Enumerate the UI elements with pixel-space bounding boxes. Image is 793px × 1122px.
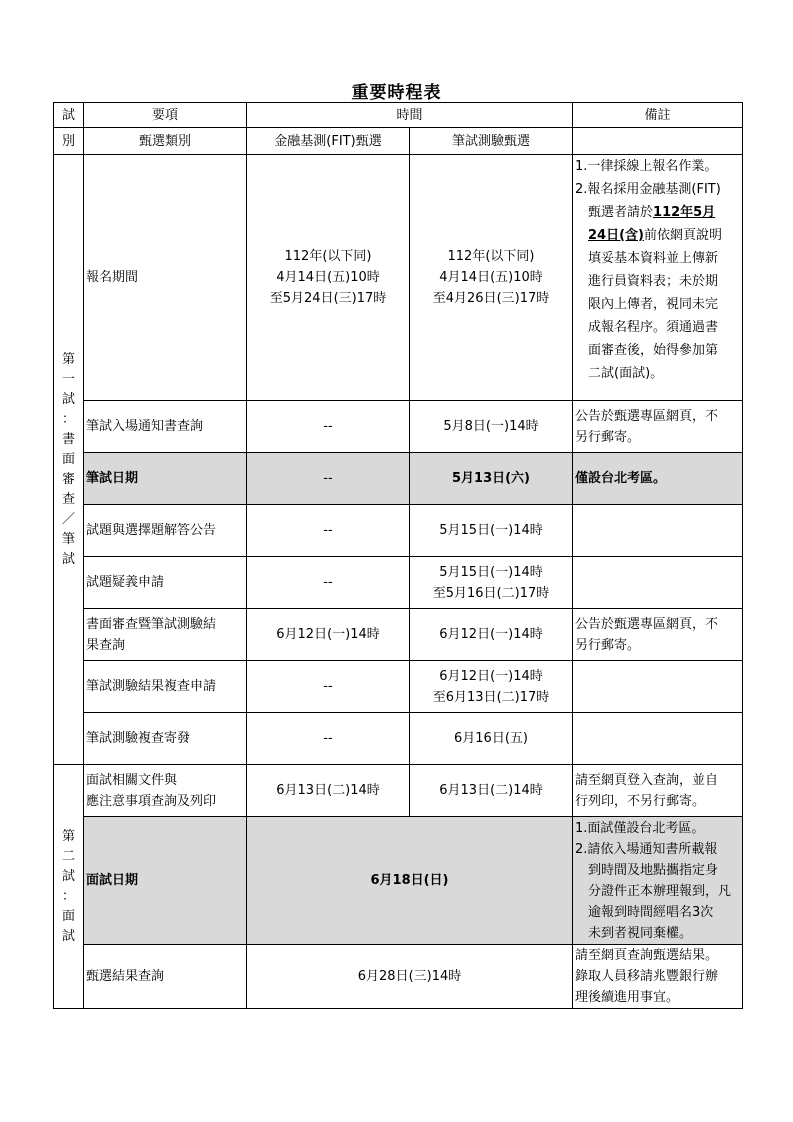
written-review-application: 6月12日(一)14時 至6月13日(二)17時 <box>410 661 573 713</box>
fit-registration-time: 112年(以下同) 4月14日(五)10時 至5月24日(三)17時 <box>247 155 410 401</box>
item-written-exam-date: 筆試日期 <box>84 453 247 505</box>
header-row-2 <box>54 128 743 155</box>
item-registration: 報名期間 <box>84 155 247 401</box>
remark-answer-announcement <box>573 505 743 557</box>
written-result-query: 6月12日(一)14時 <box>410 609 573 661</box>
table-row <box>54 945 743 1009</box>
remark-admission-notice: 公告於甄選專區網頁，不 另行郵寄。 <box>573 401 743 453</box>
remark-registration: 1.一律採線上報名作業。 2.報名採用金融基測(FIT) 甄選者請於112年5月 24日(含)前依網頁說明 填妥基本資料並上傳新 進行員資料表；未於期 限內上傳者，視同未完 成報名程序。須通過書 面審查後，始得參加第 二試(面試)。 <box>573 155 743 401</box>
remark-header: 備註 <box>573 103 743 128</box>
selection-result-time: 6月28日(三)14時 <box>247 945 573 1009</box>
written-answer-announcement: 5月15日(一)14時 <box>410 505 573 557</box>
item-interview-date: 面試日期 <box>84 817 247 945</box>
remark-header-empty <box>573 128 743 155</box>
fit-interview-documents: 6月13日(二)14時 <box>247 765 410 817</box>
stage2-label: 第 二 試 ： 面 試 <box>54 765 84 1009</box>
item-interview-documents: 面試相關文件與 應注意事項查詢及列印 <box>84 765 247 817</box>
fit-review-application: -- <box>247 661 410 713</box>
remark-selection-result: 請至網頁查詢甄選結果。 錄取人員移請兆豐銀行辦 理後續進用事宜。 <box>573 945 743 1009</box>
item-result-query: 書面審查暨筆試測驗結 果查詢 <box>84 609 247 661</box>
fit-header: 金融基測(FIT)甄選 <box>247 128 410 155</box>
remark-question-dispute <box>573 557 743 609</box>
header-row-1 <box>54 103 743 128</box>
schedule-table <box>53 102 743 1009</box>
written-review-mailing: 6月16日(五) <box>410 713 573 765</box>
written-admission-notice: 5月8日(一)14時 <box>410 401 573 453</box>
remark-interview-documents: 請至網頁登入查詢，並自 行列印，不另行郵寄。 <box>573 765 743 817</box>
written-question-dispute: 5月15日(一)14時 至5月16日(二)17時 <box>410 557 573 609</box>
item-review-mailing: 筆試測驗複查寄發 <box>84 713 247 765</box>
remark-review-application <box>573 661 743 713</box>
fit-question-dispute: -- <box>247 557 410 609</box>
item-admission-notice: 筆試入場通知書查詢 <box>84 401 247 453</box>
table-row <box>54 817 743 945</box>
written-registration-time: 112年(以下同) 4月14日(五)10時 至4月26日(三)17時 <box>410 155 573 401</box>
item-header: 要項 <box>84 103 247 128</box>
page-title: 重要時程表 <box>351 83 442 103</box>
table-row <box>54 155 743 401</box>
table-row <box>54 453 743 505</box>
fit-admission-notice: -- <box>247 401 410 453</box>
remark-interview-date: 1.面試僅設台北考區。 2.請依入場通知書所載報 到時間及地點攜指定身 分證件正本辦理報到，凡 逾報到時間經唱名3次 未到者視同棄權。 <box>573 817 743 945</box>
remark-result-query: 公告於甄選專區網頁，不 另行郵寄。 <box>573 609 743 661</box>
stage-header-top: 試 <box>54 103 84 128</box>
item-selection-result: 甄選結果查詢 <box>84 945 247 1009</box>
table-row <box>54 765 743 817</box>
written-exam-date: 5月13日(六) <box>410 453 573 505</box>
stage-header-bottom: 別 <box>54 128 84 155</box>
remark-written-exam-date: 僅設台北考區。 <box>573 453 743 505</box>
fit-answer-announcement: -- <box>247 505 410 557</box>
stage1-label: 第 一 試 ： 書 面 審 查 ／ 筆 試 <box>54 155 84 765</box>
fit-review-mailing: -- <box>247 713 410 765</box>
table-row <box>54 557 743 609</box>
table-row <box>54 661 743 713</box>
category-header: 甄選類別 <box>84 128 247 155</box>
item-answer-announcement: 試題與選擇題解答公告 <box>84 505 247 557</box>
table-row <box>54 401 743 453</box>
interview-date-time: 6月18日(日) <box>247 817 573 945</box>
table-row <box>54 713 743 765</box>
item-question-dispute: 試題疑義申請 <box>84 557 247 609</box>
fit-written-exam-date: -- <box>247 453 410 505</box>
time-header: 時間 <box>247 103 573 128</box>
item-review-application: 筆試測驗結果複查申請 <box>84 661 247 713</box>
table-row <box>54 505 743 557</box>
remark-review-mailing <box>573 713 743 765</box>
written-interview-documents: 6月13日(二)14時 <box>410 765 573 817</box>
fit-result-query: 6月12日(一)14時 <box>247 609 410 661</box>
written-header: 筆試測驗甄選 <box>410 128 573 155</box>
table-row <box>54 609 743 661</box>
